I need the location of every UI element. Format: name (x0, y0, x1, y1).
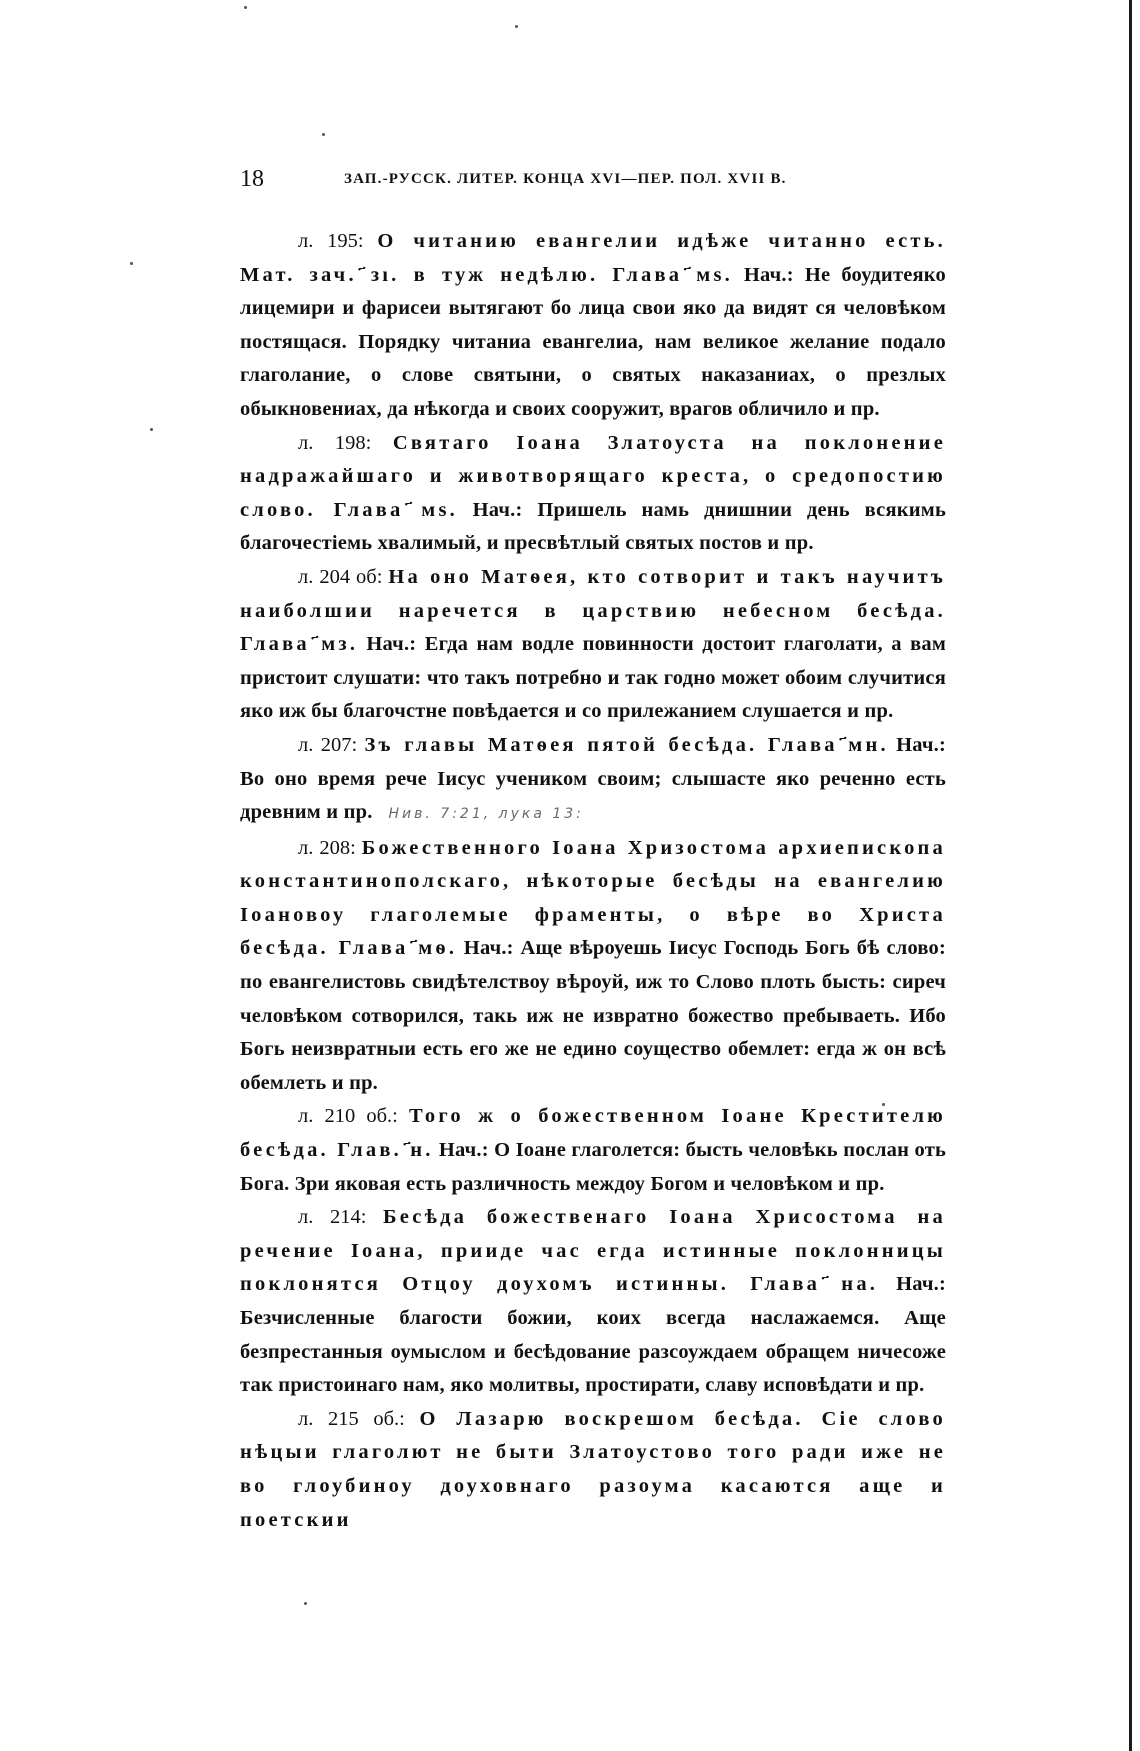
catalog-entry-198 (240, 427, 946, 561)
paper-speck (150, 428, 153, 431)
entry-title: Божественного Іоана Хризостома архиепископа константинополскаго, нѣкоторые бесѣды на евангелию Іоановоу глаголемые фраменты, о вѣре во Христа бесѣда. Глава ҃мѳ. (240, 836, 946, 960)
catalog-entry-195 (240, 225, 946, 427)
leaf-reference: л. 214: (298, 1206, 367, 1229)
catalog-entry-215 (240, 1403, 946, 1537)
catalog-entry-207 (240, 729, 946, 832)
entry-title: Бесѣда божественаго Іоана Хрисостома на речение Іоана, прииде час егда истинные поклонницы поклонятся Отцоу доухомъ истинны. Глава ҃на. (240, 1206, 946, 1296)
catalog-entry-208 (240, 832, 946, 1101)
catalog-entry-204 (240, 561, 946, 729)
catalog-entry-214 (240, 1201, 946, 1403)
entry-incipit: Нач.: Во оно время рече Іисус учеником своим; слышасте яко реченно есть древним и пр. (240, 733, 947, 824)
entry-title: О читанию евангелии идѣже читанно есть. Мат. зач. ҃зı. в туж недѣлю. Глава ҃мѕ. (240, 230, 946, 286)
paper-speck (244, 6, 247, 9)
entry-title: О Лазарю воскрешом бесѣда. Сіе слово нѣцыи глаголют не быти Златоустово того ради иже не во глоубиноу доуховнаго разоума касаются аще и поетскии (240, 1407, 947, 1531)
catalog-entry-210 (240, 1100, 946, 1201)
leaf-reference: л. 204 об: (298, 565, 383, 588)
entry-title: Того ж о божественном Іоане Крестителю бесѣда. Глав. ҃н. (240, 1105, 947, 1162)
leaf-reference: л. 215 об.: (298, 1407, 405, 1430)
leaf-reference: л. 207: (298, 733, 358, 756)
entry-incipit: Нач.: Егда нам водле повинности достоит глаголати, а вам пристоит слушати: что такъ потребно и так годно может обоим случитися яко иж бы благочстне повѣдается и со прилежанием слушается и пр. (240, 633, 946, 723)
paper-speck (322, 133, 325, 136)
leaf-reference: л. 208: (298, 836, 356, 859)
entry-title: На оно Матѳея, кто сотворит и такъ научитъ наиболшии наречется в царствию небесном бесѣда. Глава ҃мз. (240, 565, 946, 656)
running-title: ЗАП.-РУССК. ЛИТЕР. КОНЦА XVI—ПЕР. ПОЛ. XVII В. (344, 171, 787, 187)
leaf-reference: л. 198: (298, 431, 372, 454)
entry-incipit: Нач.: Аще вѣроуешь Іисус Господь Богь бѣ слово: по евангелистовь свидѣтелствоу вѣроуй, иж то Слово плоть бысть: сиреч человѣком сотворился, такь иж не извратно божество пребываеть. Ибо Богь неизвратныи есть его же не едино соущество обемлет: егда ж он всѣ обемлеть и пр. (240, 937, 946, 1094)
paper-speck (304, 1602, 307, 1605)
entry-incipit: Нач.: Не боудитеяко лицемири и фарисеи вытягают бо лица свои яко да видят ся человѣком постящася. Порядку читаниа евангелиа, нам великое желание подало глаголание, о слове святыни, о святых наказаниах, о презлых обыкновениах, да нѣкогда и своих сооружит, врагов обличило и пр. (240, 263, 946, 420)
page-number: 18 (240, 166, 264, 192)
paper-speck (130, 262, 133, 265)
entry-incipit: Нач.: Пришель намь днишнии день всякимь благочестіемь хвалимый, и пресвѣтлый святых постов и пр. (240, 498, 946, 555)
entry-incipit: Нач.: Безчисленные благости божии, коих всегда наслажаемся. Аще безпрестанныя оумыслом и бесѣдование разсоуждаем обращем ничесоже так пристоинаго нам, яко молитвы, простирати, славу исповѣдати и пр. (240, 1273, 946, 1397)
leaf-reference: л. 210 об.: (298, 1105, 398, 1128)
paper-speck (515, 25, 518, 28)
running-head (240, 164, 946, 194)
entry-incipit: Нач.: О Іоане глаголется: бысть человѣкь послан оть Бога. Зри яковая есть различность междоу Богом и человѣком и пр. (240, 1139, 947, 1195)
page-edge-shadow (1129, 0, 1132, 1751)
entry-title: Святаго Іоана Златоуста на поклонение надражайшаго и животворящаго креста, о средопостию слово. Глава ҃мѕ. (240, 431, 946, 521)
entry-title: Зъ главы Матѳея пятой бесѣда. Глава ҃мн. (364, 733, 889, 756)
leaf-reference: л. 195: (298, 230, 364, 252)
handwritten-marginal-note: Нив. 7:21, лука 13: (388, 806, 584, 823)
text-body (240, 225, 946, 1537)
